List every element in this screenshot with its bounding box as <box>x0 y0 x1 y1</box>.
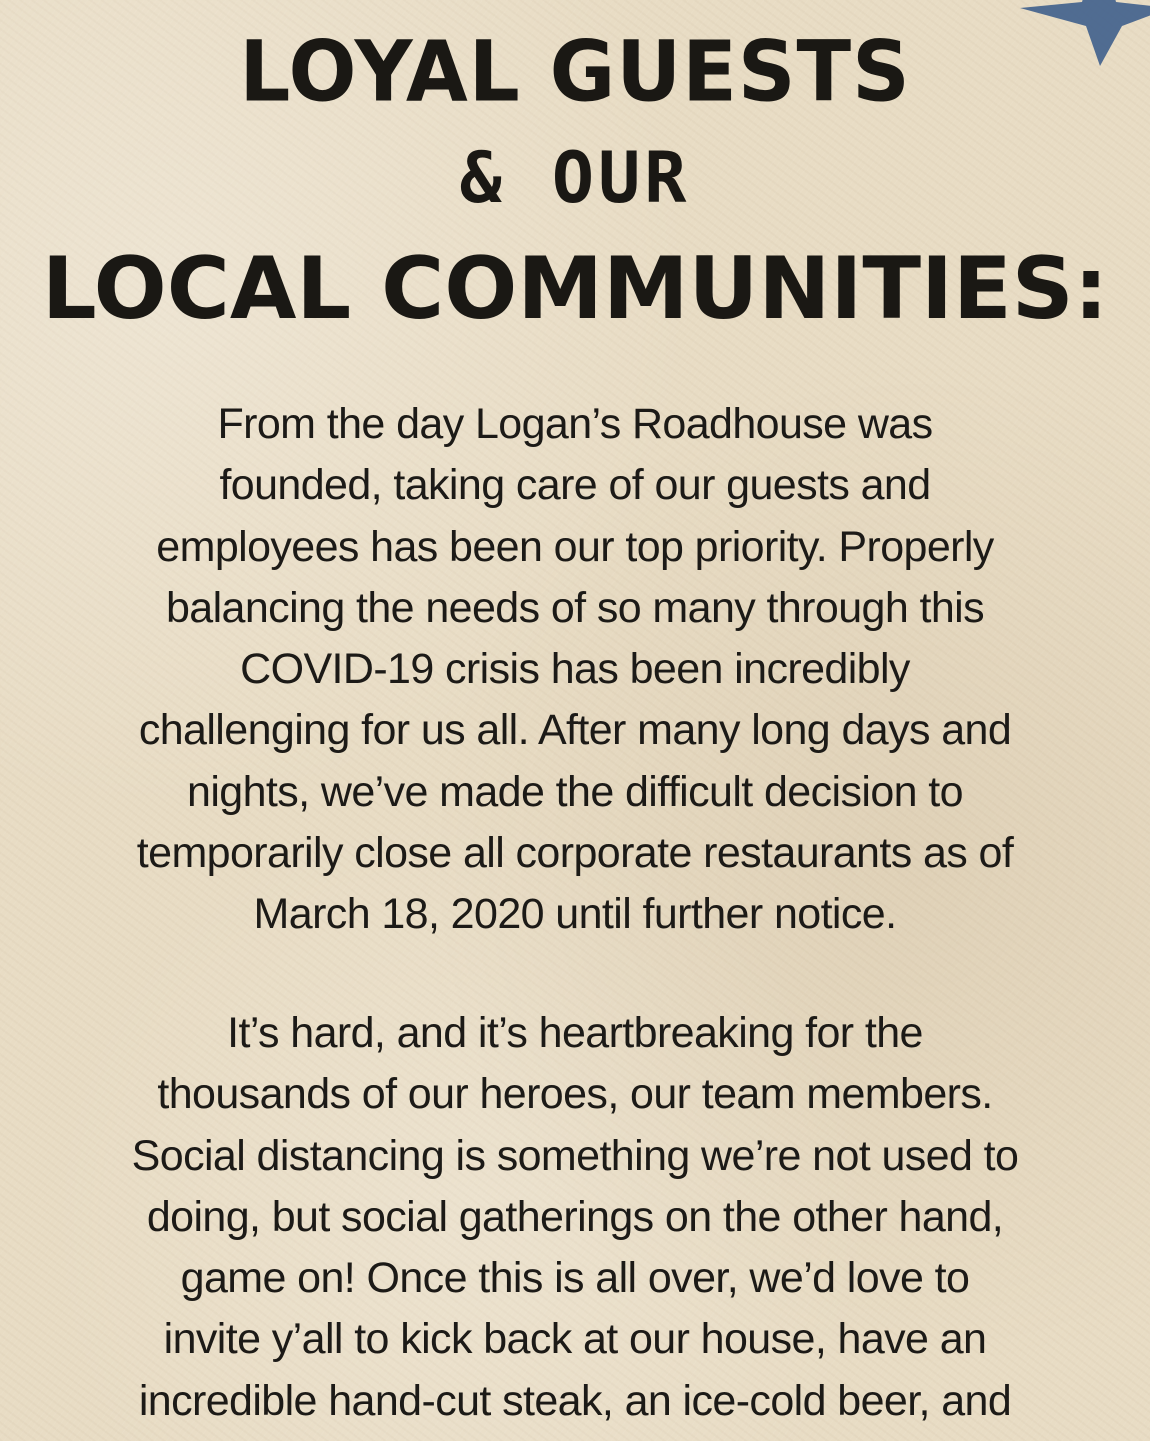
paragraph-line: balancing the needs of so many through this <box>165 583 985 632</box>
paragraph-line: It’s hard, and it’s heartbreaking for the <box>227 1009 923 1057</box>
paragraph-closure-announcement <box>40 394 1110 946</box>
paragraph-team-message <box>40 1003 1110 1432</box>
paragraph-line: March 18, 2020 until further notice. <box>253 890 897 939</box>
paragraph-line: thousands of our heroes, our team members. <box>157 1070 993 1119</box>
paragraph-line: founded, taking care of our guests and <box>219 461 931 510</box>
paragraph-line: incredible hand-cut steak, an ice-cold beer, and <box>138 1376 1012 1425</box>
paragraph-line: From the day Logan’s Roadhouse was <box>217 400 933 448</box>
heading-line-1: LOYAL GUESTS <box>239 22 911 121</box>
paragraph-line: game on! Once this is all over, we’d love to <box>180 1254 970 1303</box>
paragraph-line: temporarily close all corporate restaurants as of <box>136 829 1014 878</box>
heading-line-2: & OUR <box>459 137 691 219</box>
paragraph-line: COVID-19 crisis has been incredibly <box>240 645 910 694</box>
paragraph-line: challenging for us all. After many long days and <box>138 706 1012 755</box>
paragraph-line: invite y’all to kick back at our house, have an <box>163 1315 987 1364</box>
heading-line-3: LOCAL COMMUNITIES: <box>41 239 1109 339</box>
paragraph-line: nights, we’ve made the difficult decision to <box>187 767 963 816</box>
paragraph-line: Social distancing is something we’re not used to <box>131 1131 1019 1180</box>
paragraph-line: doing, but social gatherings on the other hand, <box>146 1192 1004 1241</box>
paragraph-line: employees has been our top priority. Properly <box>156 522 994 571</box>
